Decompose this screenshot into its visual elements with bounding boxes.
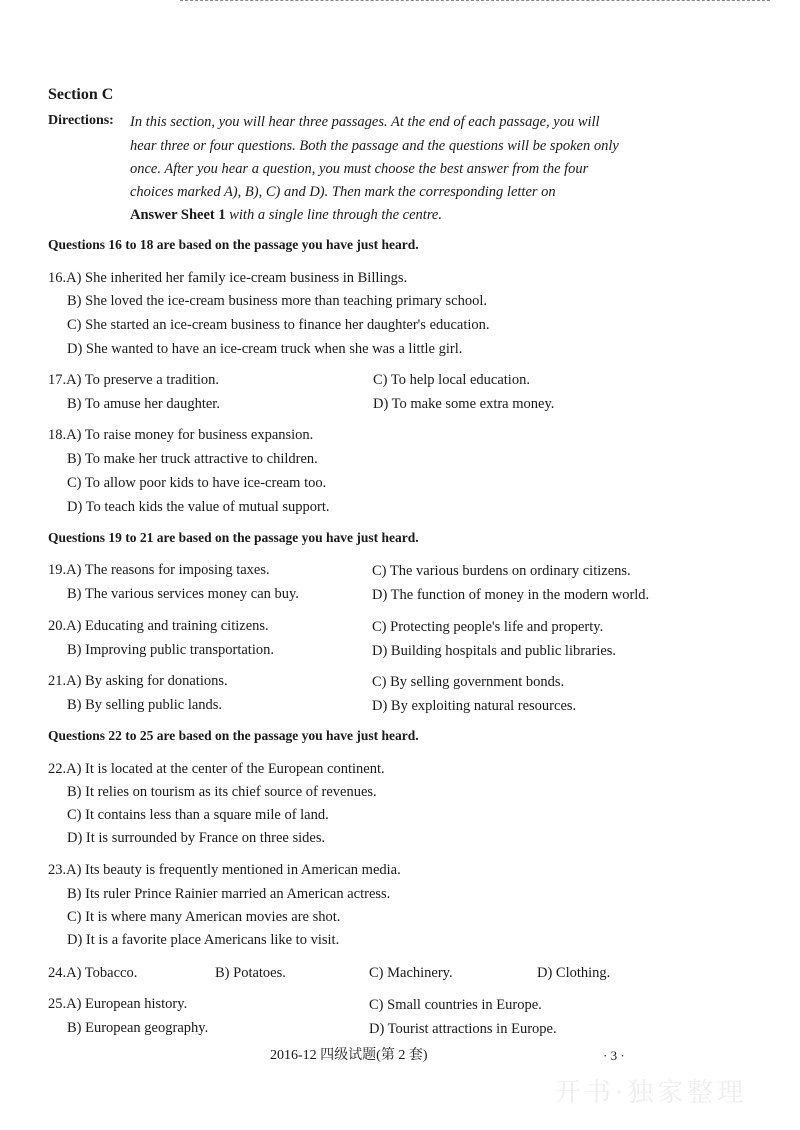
option: C) The various burdens on ordinary citizens. [372, 563, 631, 579]
option: 17.A) To preserve a tradition. [48, 372, 220, 388]
directions-line: choices marked A), B), C) and D). Then mark the corresponding letter on [130, 184, 556, 200]
option: B) Potatoes. [215, 965, 286, 981]
option: C) It contains less than a square mile of land. [67, 807, 329, 823]
option: C) By selling government bonds. [372, 674, 565, 690]
option: B) To amuse her daughter. [67, 396, 220, 412]
option: C) Small countries in Europe. [369, 997, 542, 1013]
option: B) European geography. [67, 1020, 209, 1036]
option: D) It is surrounded by France on three sides. [67, 830, 326, 846]
option: B) It relies on tourism as its chief source of revenues. [67, 784, 377, 800]
directions-line [130, 206, 442, 224]
option: C) Protecting people's life and property. [372, 619, 604, 635]
footer-title: 2016-12 四级试题(第 2 套) [270, 1048, 428, 1063]
option: 19.A) The reasons for imposing taxes. [48, 562, 270, 578]
answer-sheet-ref: Answer Sheet 1 [130, 207, 226, 223]
option: B) By selling public lands. [67, 697, 223, 713]
directions-line: In this section, you will hear three passages. At the end of each passage, you will [130, 114, 600, 130]
question-group-header: Questions 22 to 25 are based on the passage you have just heard. [48, 728, 419, 743]
option: 20.A) Educating and training citizens. [48, 618, 269, 634]
option: D) To teach kids the value of mutual support. [67, 499, 330, 515]
page-number: · 3 · [603, 1048, 625, 1063]
option: 22.A) It is located at the center of the European continent. [48, 761, 385, 777]
directions-line: once. After you hear a question, you must choose the best answer from the four [130, 161, 589, 177]
option: D) To make some extra money. [373, 396, 555, 412]
option: 21.A) By asking for donations. [48, 673, 228, 689]
option: C) She started an ice-cream business to finance her daughter's education. [67, 317, 490, 333]
option: C) To allow poor kids to have ice-cream too. [67, 475, 327, 491]
option: C) To help local education. [373, 372, 530, 388]
option: D) Clothing. [537, 965, 611, 981]
option: 23.A) Its beauty is frequently mentioned in American media. [48, 862, 401, 878]
option: B) She loved the ice-cream business more than teaching primary school. [67, 293, 487, 309]
option: 18.A) To raise money for business expansion. [48, 427, 314, 443]
option: B) The various services money can buy. [67, 586, 299, 602]
scan-artifact [180, 0, 770, 3]
option: 24.A) Tobacco. [48, 965, 138, 981]
option: D) She wanted to have an ice-cream truck when she was a little girl. [67, 341, 463, 357]
option: 16.A) She inherited her family ice-cream business in Billings. [48, 270, 408, 286]
section-title: Section C [48, 86, 114, 103]
option: D) It is a favorite place Americans like to visit. [67, 932, 340, 948]
question-group-header: Questions 16 to 18 are based on the passage you have just heard. [48, 237, 419, 252]
option: B) Improving public transportation. [67, 642, 274, 658]
directions-label: Directions: [48, 113, 114, 128]
option: D) By exploiting natural resources. [372, 698, 577, 714]
option: B) To make her truck attractive to children. [67, 451, 318, 467]
option: B) Its ruler Prince Rainier married an American actress. [67, 886, 391, 902]
option: C) It is where many American movies are shot. [67, 909, 341, 925]
option: D) The function of money in the modern world. [372, 587, 650, 603]
question-group-header: Questions 19 to 21 are based on the passage you have just heard. [48, 530, 419, 545]
directions-line: hear three or four questions. Both the passage and the questions will be spoken only [130, 138, 619, 154]
watermark: 开书·独家整理 [555, 1078, 748, 1108]
option: 25.A) European history. [48, 996, 188, 1012]
directions-last-text: with a single line through the centre. [225, 207, 442, 223]
option: D) Tourist attractions in Europe. [369, 1021, 557, 1037]
option: C) Machinery. [369, 965, 453, 981]
option: D) Building hospitals and public libraries. [372, 643, 617, 659]
